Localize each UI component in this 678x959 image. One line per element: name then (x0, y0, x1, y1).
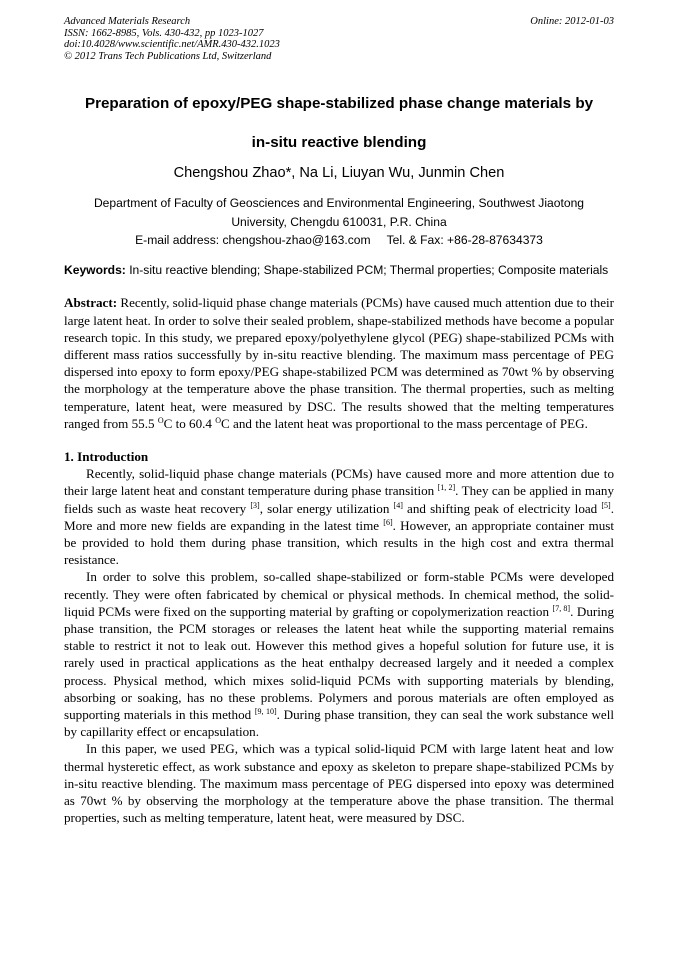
author-list: Chengshou Zhao*, Na Li, Liuyan Wu, Junmin Chen (173, 165, 505, 182)
citation: [3] (250, 500, 260, 510)
citation: [6] (383, 517, 393, 527)
paper-page (64, 16, 614, 826)
journal-name: Advanced Materials Research (64, 16, 191, 27)
abstract-text: C and the latent heat was proportional to the mass percentage of PEG. (221, 415, 588, 431)
paper-title (64, 84, 614, 162)
title-line-1: Preparation of epoxy/PEG shape-stabilized phase change materials by (84, 95, 594, 113)
citation: [7, 8] (552, 603, 571, 613)
title-line-2: in-situ reactive blending (251, 134, 427, 152)
abstract-label: Abstract: (64, 295, 118, 311)
citation: [5] (601, 500, 611, 510)
citation: [1, 2] (437, 483, 456, 493)
affiliation (64, 194, 614, 250)
affiliation-line-2: University, Chengdu 610031, P.R. China (231, 214, 447, 229)
paragraph-text: . During phase transition, they can seal the work substance well by capillarity effect or encapsulation. (64, 707, 615, 740)
phone-fax: Tel. & Fax: +86-28-87634373 (386, 233, 543, 248)
paragraph-text: Recently, solid-liquid phase change materials (PCMs) have caused more and more attention due to their large latent heat and constant temperature during phase transition (64, 466, 614, 499)
journal-issn: ISSN: 1662-8985, Vols. 430-432, pp 1023-1027 (64, 27, 264, 39)
paragraph-text: In order to solve this problem, so-called shape-stabilized or form-stable PCMs were developed recently. They were often fabricated by chemical or physical methods. In chemical method, the solid-liquid PCMs were fixed on the supporting material by grafting or copolymerization reaction (64, 569, 614, 619)
keywords-label: Keywords: (64, 262, 126, 277)
contact-line (64, 231, 614, 250)
section-heading-introduction: 1. Introduction (64, 449, 149, 464)
citation: [9, 10] (254, 707, 277, 717)
paragraph-text: , solar energy utilization (259, 500, 394, 516)
keywords-text: In-situ reactive blending; Shape-stabilized PCM; Thermal properties; Composite materials (125, 262, 609, 277)
journal-doi: doi:10.4028/www.scientific.net/AMR.430-432.1023 (64, 39, 280, 51)
abstract-text: C to 60.4 (163, 415, 216, 431)
intro-paragraph-2 (64, 568, 614, 740)
degree-superscript: O (157, 415, 164, 425)
intro-paragraph-3: In this paper, we used PEG, which was a typical solid-liquid PCM with large latent heat and low thermal hysteretic effect, as work substance and epoxy as skeleton to prepare shape-stabilized PCMs by in-situ reactive blending. The maximum mass percentage of PEG dispersed into epoxy was determined as 70wt % by observing the morphology at the temperature above the phase transition. The thermal properties, such as melting temperature, latent heat, were measured by DSC. (64, 741, 614, 826)
paragraph-text: . More and more new fields are expanding in the latest time (64, 500, 614, 533)
abstract (64, 294, 614, 432)
paragraph-text: . They can be applied in many fields such as waste heat recovery (64, 483, 614, 516)
journal-copyright: © 2012 Trans Tech Publications Ltd, Switzerland (64, 50, 272, 62)
abstract-text: Recently, solid-liquid phase change materials (PCMs) have caused much attention due to their large latent heat. In order to solve their sealed problem, shape-stabilized methods have become a popular research topic. In this study, we prepared epoxy/polyethylene glycol (PEG) shape-stabilized PCMs with different mass ratios successfully by in-situ reactive blending. The maximum mass percentage of PEG dispersed into epoxy to form epoxy/PEG shape-stabilized PCM was determined as 70wt % by observing the morphology at the temperature above the phase transition. The thermal properties, such as melting temperature, latent heat, were measured by DSC. The results showed that the melting temperatures ranged from 55.5 (64, 295, 614, 431)
paragraph-text: . During phase transition, the PCM storages or releases the latent heat while the supporting material remains stable to restrict it not to leak out. However this method gives a hopeful solution for future use, it is rarely used in practical applications as the heat enthalpy decreased largely and it needed a complex process. Physical method, which mixes solid-liquid PCMs with supporting materials by blending, absorbing or soaking, has no these problems. Polymers and porous materials are often employed as supporting materials in this method (64, 603, 614, 723)
keywords (64, 262, 614, 279)
paragraph-text: and shifting peak of electricity load (402, 500, 602, 516)
citation: [4] (393, 500, 403, 510)
journal-header (64, 16, 614, 62)
degree-superscript: O (215, 415, 222, 425)
email-address: E-mail address: chengshou-zhao@163.com (135, 233, 371, 248)
affiliation-line-1: Department of Faculty of Geosciences and Environmental Engineering, Southwest Jiaotong (93, 196, 585, 211)
online-date: Online: 2012-01-03 (530, 16, 614, 27)
paragraph-text: . However, an appropriate container must be provided to hold them during phase transition, which results in the high cost and extra thermal resistance. (64, 517, 614, 568)
intro-paragraph-1 (64, 465, 614, 568)
